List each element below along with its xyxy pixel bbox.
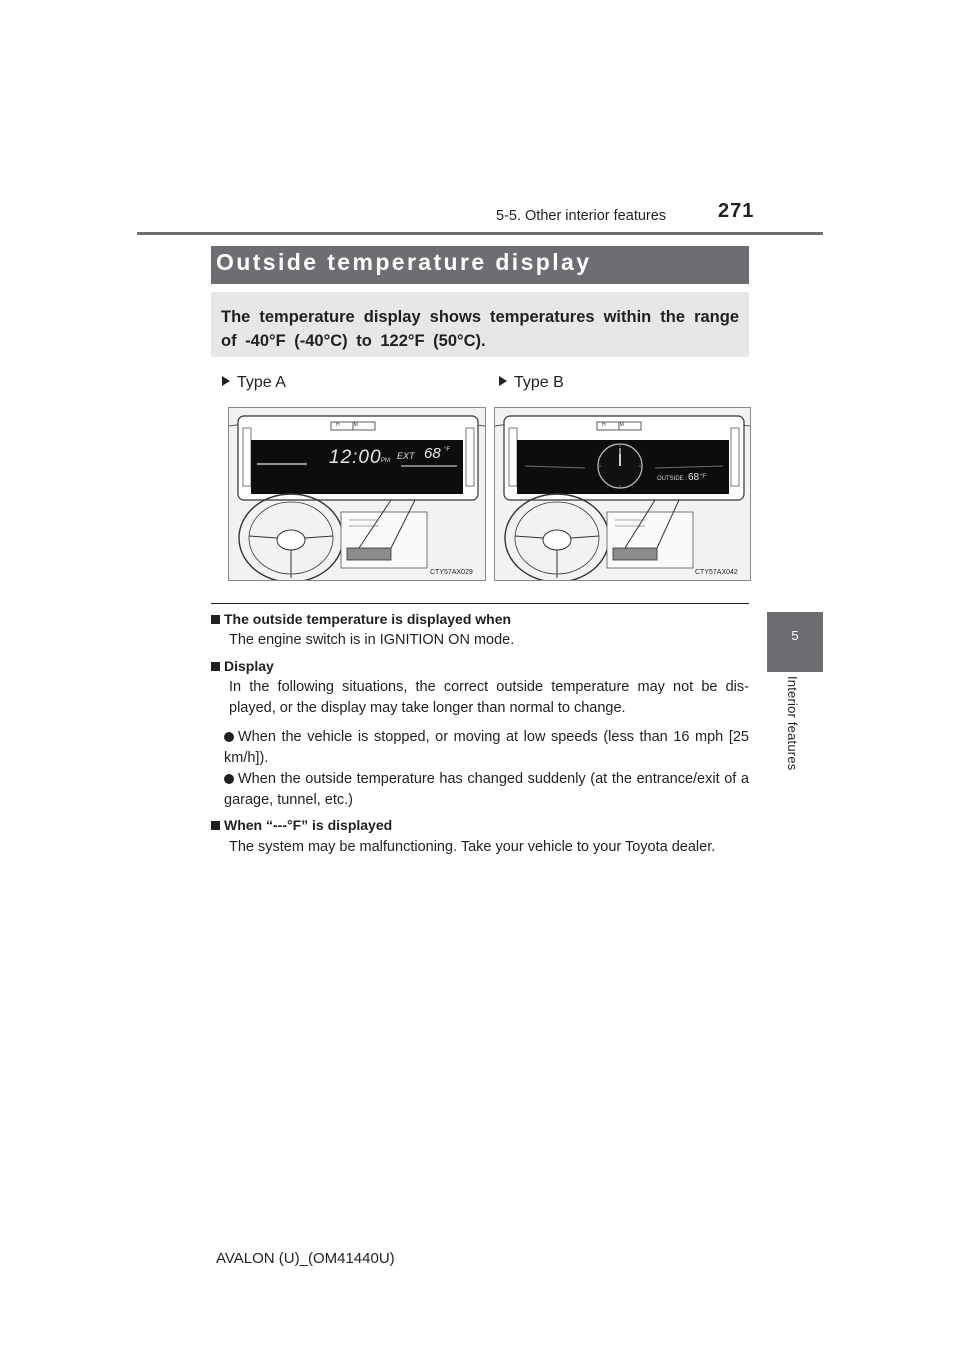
round-bullet-icon <box>224 774 234 784</box>
header-rule <box>137 232 823 235</box>
summary-text: The temperature display shows temperatures within the range of -40°F (-40°C) to 122°F (50°C). <box>221 308 739 350</box>
section-body-displayed-when: The engine switch is in IGNITION ON mode. <box>229 632 515 648</box>
section-body-dashes-displayed: The system may be malfunctioning. Take your vehicle to your Toyota dealer. <box>229 839 716 855</box>
type-a-label: Type A <box>222 374 286 392</box>
type-b-figure-code: CTY57AX042 <box>695 569 738 576</box>
chapter-number: 5 <box>791 628 799 643</box>
footer-model-code: AVALON (U)_(OM41440U) <box>216 1250 395 1267</box>
section-heading-display: Display <box>211 658 274 674</box>
type-a-illustration <box>228 407 486 581</box>
type-a-clock-readout: 12:00 <box>329 447 382 468</box>
section-rule <box>211 603 749 604</box>
square-bullet-icon <box>211 615 220 624</box>
bullet-item: When the vehicle is stopped, or moving at low speeds (less than 16 mph [25 km/h]). <box>224 729 749 766</box>
triangle-bullet-icon <box>222 376 230 386</box>
section-header: 5-5. Other interior features <box>496 208 667 224</box>
square-bullet-icon <box>211 821 220 830</box>
section-heading-displayed-when: The outside temperature is displayed when <box>211 611 511 627</box>
type-b-temp-readout: 68 <box>688 472 700 483</box>
type-a-temp-unit: °F <box>444 447 451 453</box>
type-b-dashboard-drawing <box>495 408 750 580</box>
type-b-label: Type B <box>499 374 564 392</box>
type-a-ext-label: EXT <box>397 451 415 461</box>
section-body-display-line2: played, or the display may take longer than normal to change. <box>229 700 626 716</box>
square-bullet-icon <box>211 662 220 671</box>
type-a-pm-readout: PM <box>381 458 390 464</box>
type-b-temp-unit: °F <box>700 474 707 480</box>
page-title: Outside temperature display <box>216 249 592 275</box>
round-bullet-icon <box>224 732 234 742</box>
type-b-clock-buttons: HM <box>602 422 638 428</box>
type-a-temp-readout: 68 <box>424 445 441 462</box>
page-number: 271 <box>718 200 755 222</box>
triangle-bullet-icon <box>499 376 507 386</box>
type-a-figure-code: CTY57AX029 <box>430 569 473 576</box>
section-heading-dashes-displayed: When “---°F” is displayed <box>211 817 392 833</box>
section-body-display-line1: In the following situations, the correct outside temperature may not be dis- <box>229 679 749 695</box>
bullet-item: When the outside temperature has changed suddenly (at the entrance/exit of a garage, tunnel, etc.) <box>224 771 749 808</box>
type-a-dashboard-drawing <box>229 408 485 580</box>
type-b-outside-label: OUTSIDE : <box>657 476 688 482</box>
type-b-illustration <box>494 407 751 581</box>
type-a-clock-buttons: HM <box>336 422 372 428</box>
chapter-label: Interior features <box>785 676 800 771</box>
